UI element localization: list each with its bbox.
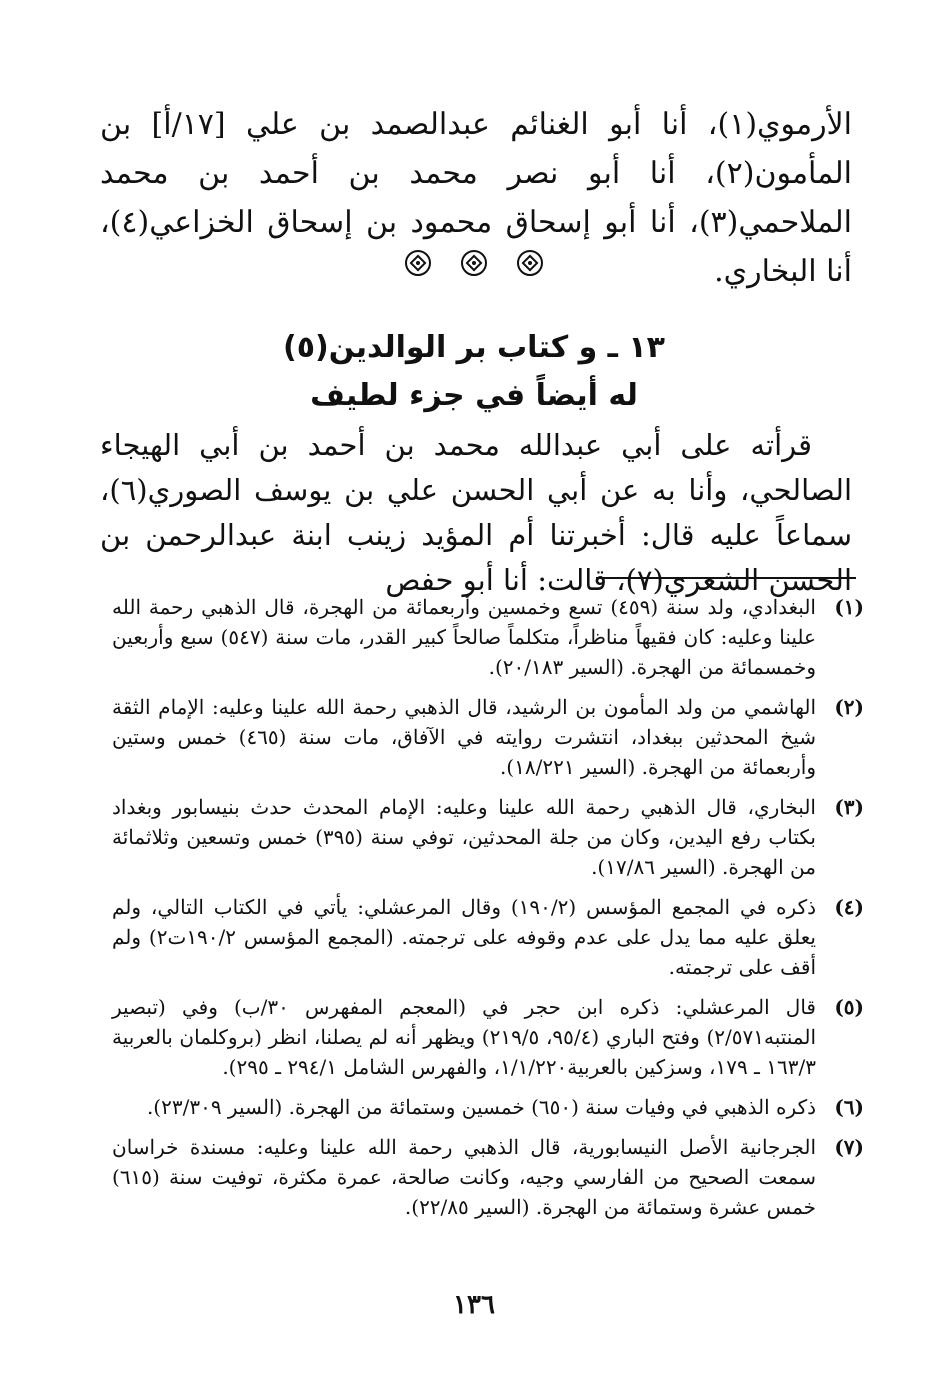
footnote-text: ذكره الذهبي في وفيات سنة (٦٥٠) خمسين وستمائة من الهجرة. (السير ٢٣/٣٠٩). xyxy=(146,1095,816,1119)
footnote-text: البغدادي، ولد سنة (٤٥٩) تسع وخمسين وأربعمائة من الهجرة، قال الذهبي رحمة الله علينا وعليه: كان فقيهاً مناظراً، متكلماً صالحاً كبير القدر، مات سنة (٥٤٧) سبع وأربعين وخمسمائة من الهجرة. (السير ٢٠/١٨٣). xyxy=(112,595,816,679)
intro-text: الأرموي(١)، أنا أبو الغنائم عبدالصمد بن علي [١٧/أ] بن المأمون(٢)، أنا أبو نصر محمد بن أحمد بن محمد الملاحمي(٣)، أنا أبو إسحاق محمود بن إسحاق الخزاعي(٤)، أنا البخاري. xyxy=(100,107,852,289)
footnote-text: ذكره في المجمع المؤسس (١٩٠/٢) وقال المرعشلي: يأتي في الكتاب التالي، ولم يعلق عليه مما يدل على عدم وقوفه على ترجمته. (المجمع المؤسس ١٩٠/٢ت٢) ولم أقف على ترجمته. xyxy=(112,895,816,979)
footnote-number: (٧) xyxy=(834,1135,864,1159)
footnote-text: الهاشمي من ولد المأمون بن الرشيد، قال الذهبي رحمة الله علينا وعليه: الإمام الثقة شيخ المحدثين ببغداد، انتشرت روايته في الآفاق، مات سنة (٤٦٥) خمس وستين وأربعمائة من الهجرة. (السير ١٨/٢٢١). xyxy=(112,695,817,779)
body-paragraph xyxy=(100,423,852,603)
footnote-text: الجرجانية الأصل النيسابورية، قال الذهبي رحمة الله علينا وعليه: مسندة خراسان سمعت الصحيح من الفارسي وجيه، وكانت صالحة، عمرة مكثرة، توفيت سنة (٦١٥) خمس عشرة وستمائة من الهجرة. (السير ٢٢/٨٥). xyxy=(112,1135,816,1219)
body-text: قرأته على أبي عبدالله محمد بن أحمد بن أبي الهيجاء الصالحي، وأنا به عن أبي الحسن علي بن يوسف الصوري(٦)، سماعاً عليه قال: أخبرتنا أم المؤيد زينب ابنة عبدالرحمن بن الحسن الشعري(٧)، قالت: أنا أبو حفص xyxy=(100,428,852,597)
footnote-text: قال المرعشلي: ذكره ابن حجر في (المعجم المفهرس ٣٠/ب) وفي (تبصير المنتبه٢/٥٧١) وفتح الباري (٩٥/٤، ٢١٩/٥) ويظهر أنه لم يصلنا، انظر (بروكلمان بالعربية ١٦٣/٣ ـ ١٧٩، وسزكين بالعربية١/١/٢٢٠، والفهرس الشامل ٢٩٤/١ ـ ٢٩٥). xyxy=(112,995,817,1079)
chapter-subtitle: له أيضاً في جزء لطيف xyxy=(310,378,638,413)
footnote-3 xyxy=(112,792,864,882)
footnote-number: (٤) xyxy=(834,895,864,919)
ornament-icon xyxy=(517,250,543,276)
footnote-5 xyxy=(112,992,864,1082)
footnotes xyxy=(112,592,864,1232)
page-number: ١٣٦ xyxy=(453,1290,495,1320)
footnote-number: (٦) xyxy=(834,1095,864,1119)
footnote-7 xyxy=(112,1132,864,1222)
footnote-4 xyxy=(112,892,864,982)
footnote-number: (٥) xyxy=(834,995,864,1019)
footnote-6 xyxy=(112,1092,864,1122)
footnote-number: (٣) xyxy=(834,795,864,819)
ornament-icon xyxy=(405,250,431,276)
chapter-title: ١٣ ـ و كتاب بر الوالدين(٥) xyxy=(282,330,665,365)
footnote-separator xyxy=(596,577,856,579)
section-divider-ornaments xyxy=(0,250,948,276)
footnote-number: (١) xyxy=(834,595,864,619)
footnote-number: (٢) xyxy=(834,695,864,719)
footnote-2 xyxy=(112,692,864,782)
footnote-text: البخاري، قال الذهبي رحمة الله علينا وعليه: الإمام المحدث حدث بنيسابور وبغداد بكتاب رفع اليدين، وكان من جلة المحدثين، توفي سنة (٣٩٥) خمس وتسعين وثلاثمائة من الهجرة. (السير ١٧/٨٦). xyxy=(112,795,816,879)
footnote-1 xyxy=(112,592,864,682)
ornament-icon xyxy=(461,250,487,276)
